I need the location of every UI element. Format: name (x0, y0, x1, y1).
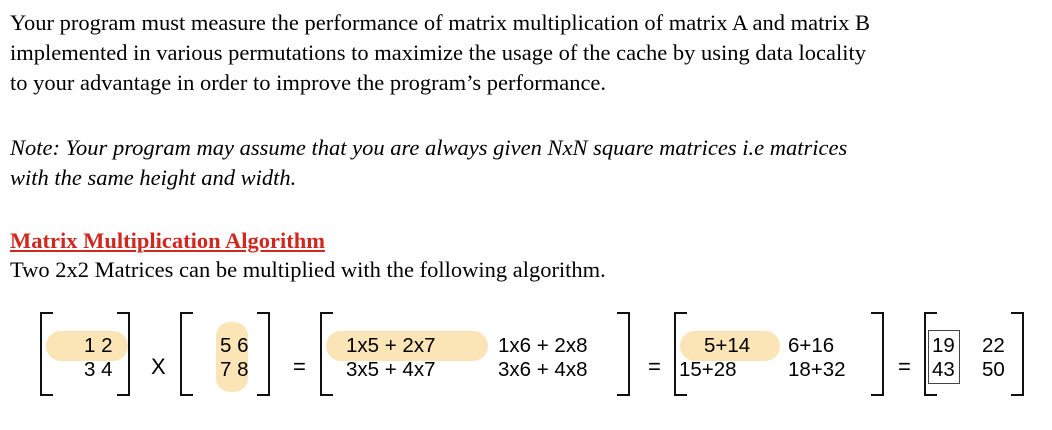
matrix-expanded-right-bracket (617, 312, 630, 396)
description-line-3: to your advantage in order to improve the program’s performance. (10, 70, 607, 95)
matrix-partial-left-bracket (674, 312, 687, 396)
matrix-a-row-2: 3 4 (84, 358, 113, 381)
matrix-result (924, 312, 1024, 396)
matrix-expanded (320, 312, 630, 396)
partial-cell-2-1: 15+28 (679, 358, 737, 381)
matrix-b (180, 312, 270, 396)
result-cell-2-2: 50 (982, 358, 1005, 381)
matrix-partial (674, 312, 884, 396)
expanded-cell-2-2: 3x6 + 4x8 (498, 358, 588, 381)
expanded-cell-2-1: 3x5 + 4x7 (346, 358, 436, 381)
matrix-result-right-bracket (1011, 312, 1024, 396)
expanded-cell-1-1: 1x5 + 2x7 (346, 334, 436, 357)
matrix-b-row-1: 5 6 (220, 334, 249, 357)
matrix-a-row-1: 1 2 (84, 334, 113, 357)
note-line-1: Note: Your program may assume that you are always given NxN square matrices i.e matrices (10, 135, 848, 160)
equals-symbol-3: = (898, 354, 911, 379)
matrix-b-right-bracket (257, 312, 270, 396)
note-line-2: with the same height and width. (10, 165, 297, 190)
partial-cell-1-1: 5+14 (704, 334, 751, 357)
section-intro: Two 2x2 Matrices can be multiplied with the following algorithm. (10, 257, 606, 282)
matrix-a (40, 312, 130, 396)
partial-cell-1-2: 6+16 (788, 334, 835, 357)
multiply-symbol: X (151, 354, 166, 379)
partial-cell-2-2: 18+32 (788, 358, 846, 381)
matrix-partial-right-bracket (871, 312, 884, 396)
result-cell-2-1: 43 (932, 358, 955, 381)
result-cell-1-2: 22 (982, 334, 1005, 357)
equals-symbol-2: = (648, 354, 661, 379)
matrix-expanded-left-bracket (320, 312, 333, 396)
description-line-2: implemented in various permutations to maximize the usage of the cache by using data locality (10, 40, 866, 65)
matrix-a-right-bracket (117, 312, 130, 396)
description-line-1: Your program must measure the performance of matrix multiplication of matrix A and matrix B (10, 10, 871, 35)
equals-symbol-1: = (293, 354, 306, 379)
matrix-b-row-2: 7 8 (220, 358, 249, 381)
result-cell-1-1: 19 (932, 334, 955, 357)
expanded-cell-1-2: 1x6 + 2x8 (498, 334, 588, 357)
matrix-a-left-bracket (40, 312, 53, 396)
note-paragraph (10, 133, 1045, 193)
section-heading: Matrix Multiplication Algorithm (10, 228, 325, 253)
description-paragraph (10, 8, 1045, 98)
matrix-b-left-bracket (180, 312, 193, 396)
